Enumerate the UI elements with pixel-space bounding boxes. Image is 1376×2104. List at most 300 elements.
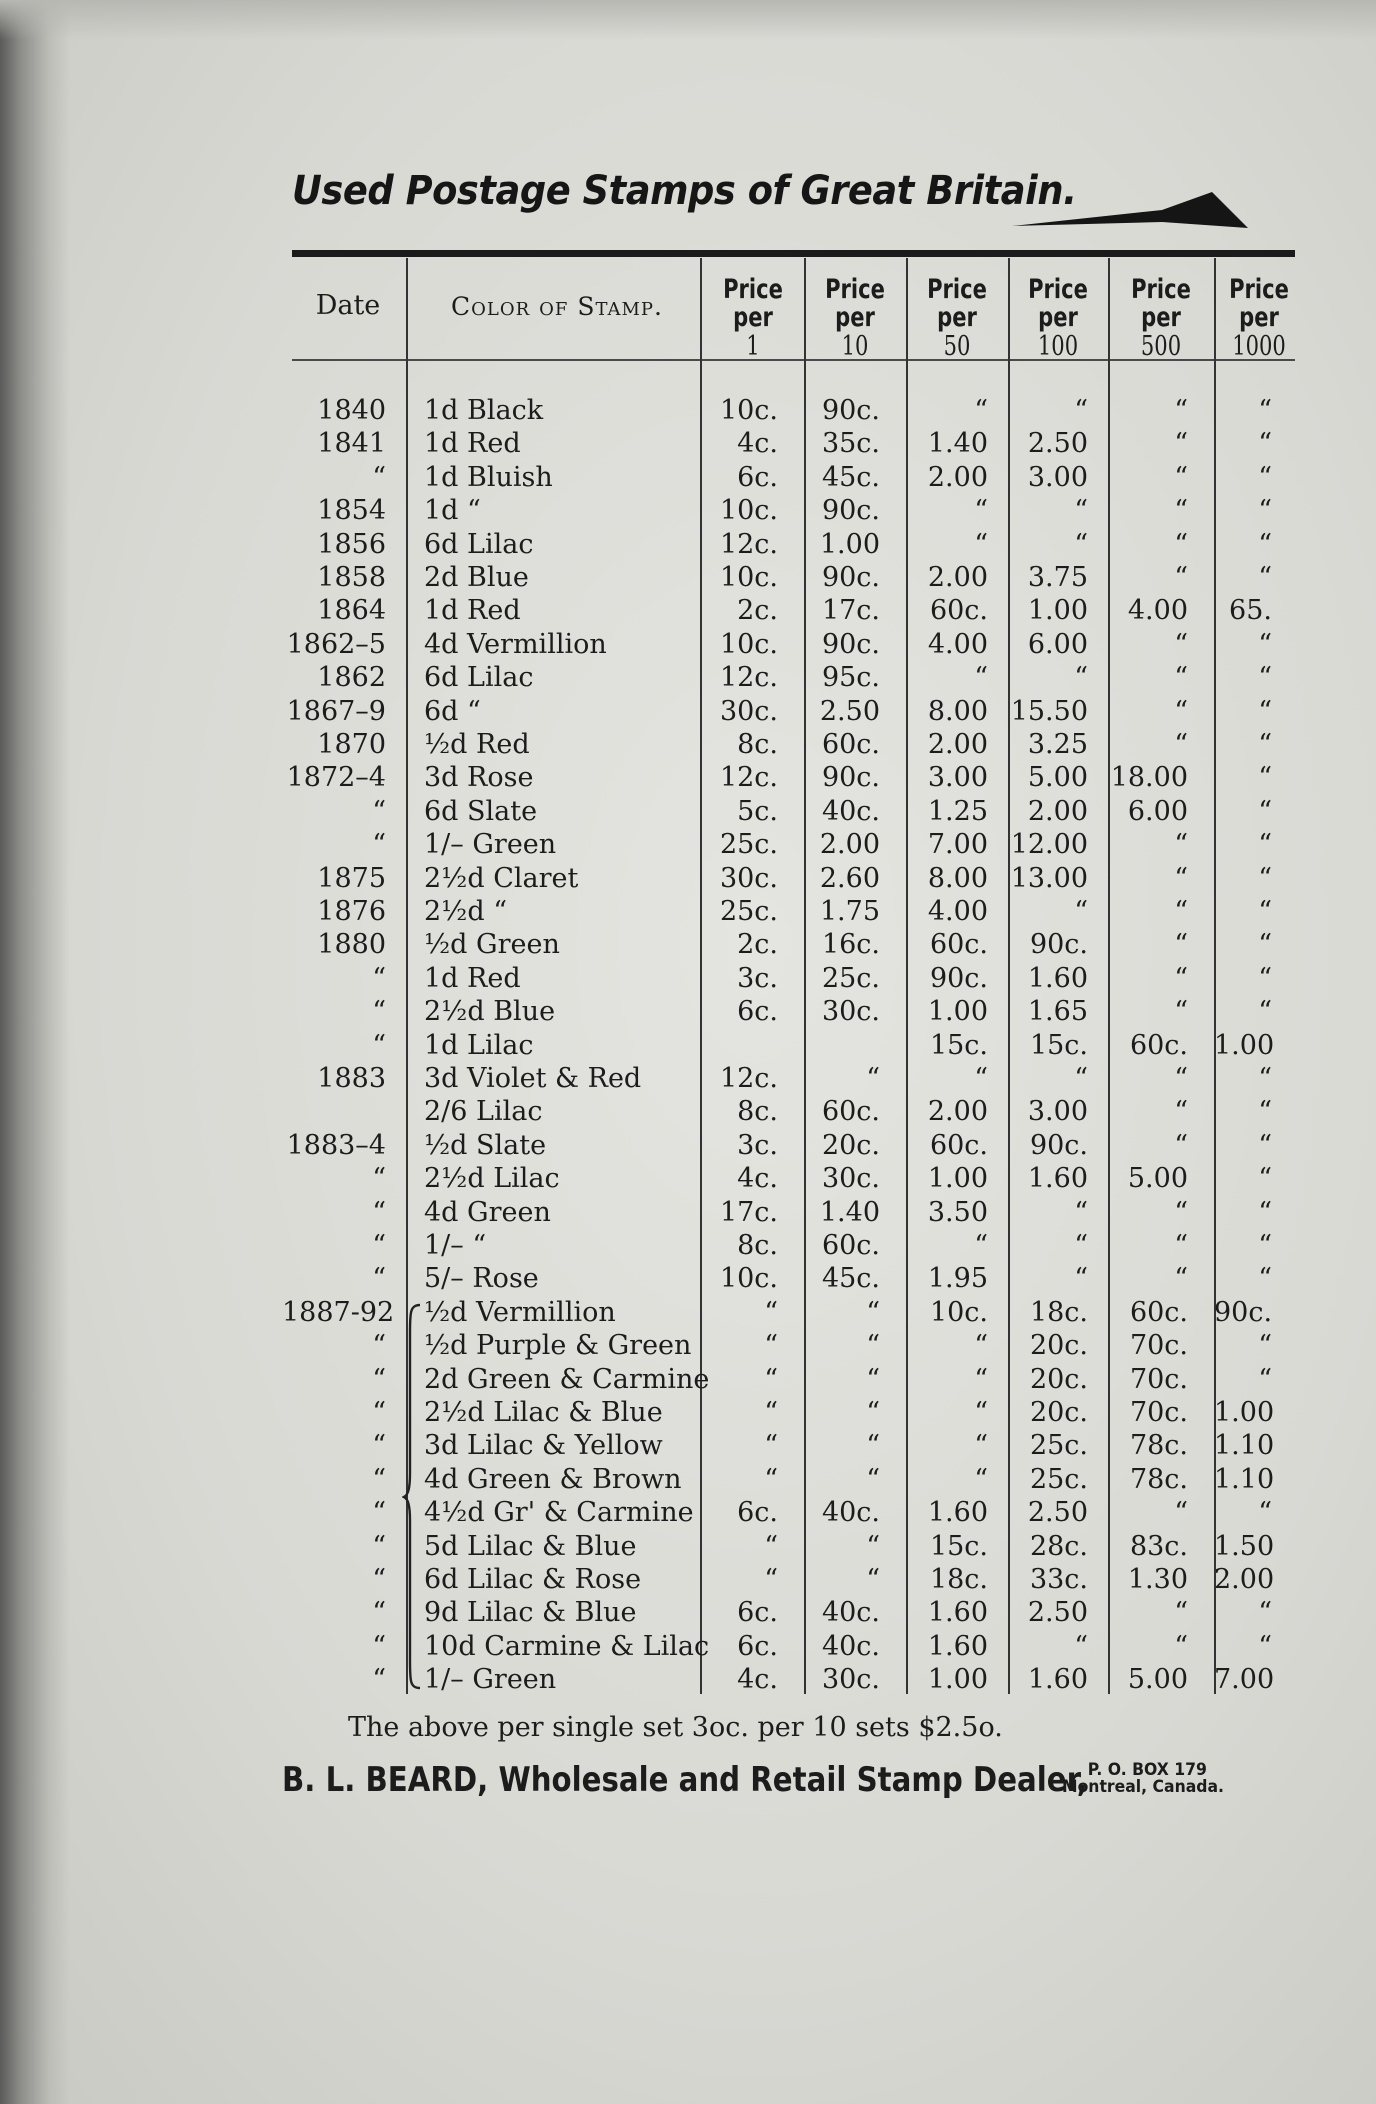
row-price-per-500: “ bbox=[1174, 428, 1188, 460]
table-row bbox=[0, 1330, 1376, 1363]
row-color-of-stamp: 2½d Claret bbox=[424, 862, 579, 894]
row-price-per-100: 3.25 bbox=[1027, 729, 1088, 760]
row-price-per-1: 12c. bbox=[719, 1063, 778, 1094]
row-date: “ bbox=[372, 1029, 386, 1061]
row-color-of-stamp: 4d Green & Brown bbox=[424, 1463, 682, 1495]
row-price-per-10: 95c. bbox=[821, 662, 880, 694]
row-price-per-10: 1.00 bbox=[819, 528, 880, 560]
row-price-per-100: “ bbox=[1074, 528, 1088, 560]
row-price-per-1000: 90c. bbox=[1214, 1296, 1273, 1328]
row-price-per-10: 45c. bbox=[821, 461, 880, 493]
row-price-per-500: “ bbox=[1174, 1063, 1188, 1094]
row-color-of-stamp: 6d Lilac bbox=[424, 528, 534, 560]
row-color-of-stamp: 9d Lilac & Blue bbox=[424, 1597, 637, 1629]
row-price-per-100: 20c. bbox=[1029, 1397, 1088, 1428]
row-price-per-1: 4c. bbox=[737, 1664, 778, 1696]
row-date: 1858 bbox=[317, 562, 386, 593]
row-price-per-1000: “ bbox=[1258, 528, 1272, 560]
row-color-of-stamp: 2½d Blue bbox=[424, 996, 556, 1028]
row-color-of-stamp: 2d Blue bbox=[424, 562, 529, 593]
row-price-per-10: 40c. bbox=[821, 795, 880, 827]
row-price-per-1: 3c. bbox=[737, 1129, 778, 1161]
row-color-of-stamp: 2½d Lilac bbox=[424, 1163, 560, 1195]
row-price-per-10: 20c. bbox=[821, 1129, 880, 1161]
row-price-per-10: 17c. bbox=[821, 595, 880, 627]
row-price-per-1: 10c. bbox=[719, 395, 778, 426]
row-price-per-100: 90c. bbox=[1029, 1129, 1088, 1161]
row-price-per-50: “ bbox=[974, 528, 988, 560]
row-price-per-10: 90c. bbox=[821, 395, 880, 426]
row-price-per-10: 90c. bbox=[821, 628, 880, 660]
row-price-per-1: 4c. bbox=[737, 428, 778, 460]
row-date: 1876 bbox=[317, 896, 386, 927]
row-price-per-1: 6c. bbox=[737, 461, 778, 493]
row-price-per-10: “ bbox=[866, 1397, 880, 1428]
row-price-per-1: 2c. bbox=[737, 929, 778, 961]
row-price-per-500: “ bbox=[1174, 929, 1188, 961]
row-price-per-10: 25c. bbox=[821, 962, 880, 994]
row-price-per-100: 20c. bbox=[1029, 1363, 1088, 1395]
row-color-of-stamp: 2/6 Lilac bbox=[424, 1096, 543, 1128]
row-price-per-100: 3.00 bbox=[1027, 461, 1088, 493]
row-price-per-500: 6.00 bbox=[1127, 795, 1188, 827]
row-price-per-500: 70c. bbox=[1129, 1397, 1188, 1428]
row-price-per-50: 90c. bbox=[929, 962, 988, 994]
row-price-per-50: 3.50 bbox=[927, 1196, 988, 1228]
row-price-per-10: 30c. bbox=[821, 996, 880, 1028]
row-price-per-100: 20c. bbox=[1029, 1330, 1088, 1362]
po-box: P. O. BOX 179 bbox=[1087, 1760, 1207, 1780]
row-date: “ bbox=[372, 1230, 386, 1261]
row-price-per-1: 10c. bbox=[719, 1263, 778, 1295]
row-price-per-10: 40c. bbox=[821, 1497, 880, 1529]
row-price-per-1: 12c. bbox=[719, 762, 778, 794]
row-price-per-100: 3.75 bbox=[1027, 562, 1088, 593]
row-price-per-100: “ bbox=[1074, 1263, 1088, 1295]
row-price-per-10: “ bbox=[866, 1463, 880, 1495]
row-price-per-10: 35c. bbox=[821, 428, 880, 460]
row-price-per-1000: “ bbox=[1258, 962, 1272, 994]
row-price-per-10: 45c. bbox=[821, 1263, 880, 1295]
left-brace-icon bbox=[402, 1303, 424, 1690]
row-price-per-500: 60c. bbox=[1129, 1029, 1188, 1061]
row-price-per-1: “ bbox=[764, 1397, 778, 1428]
set-price-note: The above per single set 3oc. per 10 sets $2.5o. bbox=[348, 1712, 1003, 1743]
row-price-per-1: 12c. bbox=[719, 662, 778, 694]
row-color-of-stamp: 6d Lilac bbox=[424, 662, 534, 694]
row-price-per-1000: “ bbox=[1258, 996, 1272, 1028]
row-price-per-1: “ bbox=[764, 1564, 778, 1595]
row-date: “ bbox=[372, 1430, 386, 1462]
row-price-per-500: “ bbox=[1174, 461, 1188, 493]
row-price-per-10: 40c. bbox=[821, 1597, 880, 1629]
row-price-per-50: 3.00 bbox=[927, 762, 988, 794]
table-row bbox=[0, 1063, 1376, 1096]
row-price-per-50: 1.00 bbox=[927, 1163, 988, 1195]
row-price-per-50: 1.40 bbox=[927, 428, 988, 460]
row-date: 1862–5 bbox=[286, 628, 386, 660]
row-color-of-stamp: 2d Green & Carmine bbox=[424, 1363, 710, 1395]
row-price-per-500: 70c. bbox=[1129, 1363, 1188, 1395]
row-price-per-1: “ bbox=[764, 1430, 778, 1462]
row-price-per-50: 15c. bbox=[929, 1029, 988, 1061]
table-row bbox=[0, 1497, 1376, 1530]
table-row bbox=[0, 1397, 1376, 1430]
header-price-line1: Price per bbox=[825, 274, 885, 334]
row-price-per-100: 2.50 bbox=[1027, 1497, 1088, 1529]
header-price-line2: 10 bbox=[841, 330, 869, 362]
row-price-per-500: “ bbox=[1174, 962, 1188, 994]
row-price-per-100: “ bbox=[1074, 1063, 1088, 1094]
row-price-per-1000: “ bbox=[1258, 562, 1272, 593]
row-price-per-10: 60c. bbox=[821, 1230, 880, 1261]
row-price-per-10: 2.60 bbox=[819, 862, 880, 894]
row-price-per-10: 90c. bbox=[821, 762, 880, 794]
row-price-per-500: “ bbox=[1174, 495, 1188, 527]
row-color-of-stamp: 2½d Lilac & Blue bbox=[424, 1397, 663, 1428]
row-price-per-50: “ bbox=[974, 1330, 988, 1362]
row-price-per-1: 30c. bbox=[719, 862, 778, 894]
row-price-per-1: 8c. bbox=[737, 1230, 778, 1261]
row-date: “ bbox=[372, 1196, 386, 1228]
row-date: “ bbox=[372, 461, 386, 493]
row-date: 1880 bbox=[317, 929, 386, 961]
row-price-per-50: “ bbox=[974, 1397, 988, 1428]
row-price-per-50: 60c. bbox=[929, 929, 988, 961]
row-price-per-1000: “ bbox=[1258, 1597, 1272, 1629]
row-price-per-10: 60c. bbox=[821, 1096, 880, 1128]
row-color-of-stamp: 6d “ bbox=[424, 695, 481, 727]
row-price-per-10: 60c. bbox=[821, 729, 880, 760]
row-price-per-1: 30c. bbox=[719, 695, 778, 727]
row-price-per-500: “ bbox=[1174, 996, 1188, 1028]
row-price-per-500: “ bbox=[1174, 1597, 1188, 1629]
row-price-per-1000: “ bbox=[1258, 628, 1272, 660]
row-price-per-100: 25c. bbox=[1029, 1430, 1088, 1462]
row-price-per-1000: “ bbox=[1258, 428, 1272, 460]
row-color-of-stamp: 1/– Green bbox=[424, 829, 557, 861]
table-row bbox=[0, 1096, 1376, 1129]
row-price-per-1: 4c. bbox=[737, 1163, 778, 1195]
row-price-per-500: “ bbox=[1174, 1129, 1188, 1161]
row-price-per-500: “ bbox=[1174, 862, 1188, 894]
row-price-per-100: 33c. bbox=[1029, 1564, 1088, 1595]
header-price-line1: Price per bbox=[1131, 274, 1191, 334]
row-price-per-50: “ bbox=[974, 1063, 988, 1094]
row-price-per-1000: “ bbox=[1258, 395, 1272, 426]
row-price-per-50: 60c. bbox=[929, 1129, 988, 1161]
table-row bbox=[0, 395, 1376, 428]
row-price-per-500: 83c. bbox=[1129, 1530, 1188, 1562]
row-price-per-500: “ bbox=[1174, 829, 1188, 861]
row-price-per-500: “ bbox=[1174, 1096, 1188, 1128]
row-color-of-stamp: 4d Vermillion bbox=[424, 628, 607, 660]
row-price-per-100: “ bbox=[1074, 662, 1088, 694]
table-row bbox=[0, 1263, 1376, 1296]
row-price-per-1000: “ bbox=[1258, 795, 1272, 827]
row-price-per-100: 12.00 bbox=[1010, 829, 1088, 861]
row-price-per-50: 8.00 bbox=[927, 862, 988, 894]
row-color-of-stamp: 10d Carmine & Lilac bbox=[424, 1630, 710, 1662]
row-price-per-10: “ bbox=[866, 1296, 880, 1328]
row-color-of-stamp: 5/– Rose bbox=[424, 1263, 539, 1295]
row-price-per-1000: “ bbox=[1258, 1330, 1272, 1362]
row-date: 1872–4 bbox=[286, 762, 386, 794]
row-date: “ bbox=[372, 1664, 386, 1696]
row-price-per-10: 90c. bbox=[821, 495, 880, 527]
row-price-per-100: “ bbox=[1074, 1230, 1088, 1261]
row-price-per-50: 8.00 bbox=[927, 695, 988, 727]
row-price-per-500: “ bbox=[1174, 1263, 1188, 1295]
row-color-of-stamp: 1d Black bbox=[424, 395, 544, 426]
table-row bbox=[0, 1197, 1376, 1230]
table-row bbox=[0, 1030, 1376, 1063]
table-row bbox=[0, 863, 1376, 896]
row-color-of-stamp: 1/– Green bbox=[424, 1664, 557, 1696]
row-price-per-10: 2.50 bbox=[819, 695, 880, 727]
row-color-of-stamp: 2½d “ bbox=[424, 896, 508, 927]
row-price-per-10: “ bbox=[866, 1330, 880, 1362]
row-date: 1856 bbox=[317, 528, 386, 560]
row-price-per-1: 25c. bbox=[719, 829, 778, 861]
header-price-line2: 1 bbox=[746, 330, 760, 362]
table-row bbox=[0, 1163, 1376, 1196]
table-row bbox=[0, 1664, 1376, 1697]
row-price-per-1000: “ bbox=[1258, 762, 1272, 794]
table-row bbox=[0, 529, 1376, 562]
table-row bbox=[0, 1364, 1376, 1397]
row-date: “ bbox=[372, 1630, 386, 1662]
row-color-of-stamp: ½d Red bbox=[424, 729, 530, 760]
header-date: Date bbox=[315, 290, 381, 321]
header-price-line1: Price per bbox=[1028, 274, 1088, 334]
row-price-per-1: “ bbox=[764, 1463, 778, 1495]
city-country: Montreal, Canada. bbox=[1062, 1777, 1224, 1797]
row-color-of-stamp: 6d Lilac & Rose bbox=[424, 1564, 642, 1595]
table-row bbox=[0, 1564, 1376, 1597]
row-price-per-50: 10c. bbox=[929, 1296, 988, 1328]
row-color-of-stamp: 6d Slate bbox=[424, 795, 538, 827]
row-price-per-1: 10c. bbox=[719, 495, 778, 527]
row-price-per-50: 15c. bbox=[929, 1530, 988, 1562]
row-price-per-1000: 1.50 bbox=[1214, 1530, 1275, 1562]
row-price-per-1000: “ bbox=[1258, 829, 1272, 861]
table-row bbox=[0, 929, 1376, 962]
row-color-of-stamp: 1d Red bbox=[424, 962, 521, 994]
row-color-of-stamp: 1d Red bbox=[424, 595, 521, 627]
row-color-of-stamp: ½d Vermillion bbox=[424, 1296, 616, 1328]
row-date: “ bbox=[372, 1497, 386, 1529]
row-price-per-100: 1.60 bbox=[1027, 962, 1088, 994]
row-price-per-500: “ bbox=[1174, 662, 1188, 694]
row-color-of-stamp: ½d Slate bbox=[424, 1129, 547, 1161]
row-price-per-1: 6c. bbox=[737, 1497, 778, 1529]
row-price-per-10: 16c. bbox=[821, 929, 880, 961]
row-date: “ bbox=[372, 1363, 386, 1395]
row-price-per-50: 60c. bbox=[929, 595, 988, 627]
dealer-name: B. L. BEARD, Wholesale and Retail Stamp Dealer, bbox=[282, 1760, 1088, 1800]
row-price-per-1: 6c. bbox=[737, 996, 778, 1028]
row-price-per-1: 5c. bbox=[737, 795, 778, 827]
row-date: 1840 bbox=[317, 395, 386, 426]
row-price-per-1000: “ bbox=[1258, 1263, 1272, 1295]
table-row bbox=[0, 595, 1376, 628]
row-color-of-stamp: ½d Green bbox=[424, 929, 560, 961]
table-row bbox=[0, 963, 1376, 996]
row-price-per-100: 3.00 bbox=[1027, 1096, 1088, 1128]
table-row bbox=[0, 1297, 1376, 1330]
row-price-per-1: 25c. bbox=[719, 896, 778, 927]
row-date: “ bbox=[372, 829, 386, 861]
row-price-per-500: “ bbox=[1174, 395, 1188, 426]
row-price-per-1: 6c. bbox=[737, 1597, 778, 1629]
table-row bbox=[0, 462, 1376, 495]
header-price-line1: Price per bbox=[1229, 274, 1289, 334]
row-price-per-100: “ bbox=[1074, 896, 1088, 927]
row-price-per-500: “ bbox=[1174, 695, 1188, 727]
row-price-per-1000: “ bbox=[1258, 1063, 1272, 1094]
table-row bbox=[0, 1130, 1376, 1163]
table-row bbox=[0, 1531, 1376, 1564]
table-row bbox=[0, 428, 1376, 461]
row-price-per-500: 1.30 bbox=[1127, 1564, 1188, 1595]
row-price-per-1000: “ bbox=[1258, 1163, 1272, 1195]
row-color-of-stamp: 4d Green bbox=[424, 1196, 551, 1228]
row-price-per-100: “ bbox=[1074, 495, 1088, 527]
table-row bbox=[0, 1230, 1376, 1263]
row-price-per-1000: 1.10 bbox=[1214, 1430, 1275, 1462]
row-price-per-50: 1.95 bbox=[927, 1263, 988, 1295]
row-color-of-stamp: 3d Rose bbox=[424, 762, 534, 794]
row-price-per-50: 1.60 bbox=[927, 1497, 988, 1529]
row-price-per-1: 3c. bbox=[737, 962, 778, 994]
row-price-per-1: 8c. bbox=[737, 729, 778, 760]
table-row bbox=[0, 796, 1376, 829]
row-price-per-1000: “ bbox=[1258, 1129, 1272, 1161]
row-price-per-500: “ bbox=[1174, 1497, 1188, 1529]
row-price-per-1000: “ bbox=[1258, 896, 1272, 927]
header-price-line2: 100 bbox=[1037, 330, 1079, 362]
row-price-per-100: 25c. bbox=[1029, 1463, 1088, 1495]
row-price-per-50: “ bbox=[974, 495, 988, 527]
row-price-per-500: “ bbox=[1174, 562, 1188, 593]
row-price-per-50: 2.00 bbox=[927, 562, 988, 593]
row-color-of-stamp: 1d Red bbox=[424, 428, 521, 460]
table-row bbox=[0, 1464, 1376, 1497]
row-price-per-50: 2.00 bbox=[927, 729, 988, 760]
row-price-per-100: 2.50 bbox=[1027, 1597, 1088, 1629]
row-price-per-1000: “ bbox=[1258, 862, 1272, 894]
row-price-per-10: 2.00 bbox=[819, 829, 880, 861]
row-price-per-10: “ bbox=[866, 1564, 880, 1595]
row-date: 1887-92 bbox=[282, 1296, 395, 1328]
header-price-line2: 500 bbox=[1140, 330, 1182, 362]
row-color-of-stamp: 1/– “ bbox=[424, 1230, 487, 1261]
row-price-per-100: 15c. bbox=[1029, 1029, 1088, 1061]
table-row bbox=[0, 896, 1376, 929]
row-price-per-50: “ bbox=[974, 1363, 988, 1395]
row-price-per-1: “ bbox=[764, 1296, 778, 1328]
row-price-per-50: 4.00 bbox=[927, 896, 988, 927]
row-date: “ bbox=[372, 996, 386, 1028]
row-date: 1854 bbox=[317, 495, 386, 527]
row-price-per-10: 1.40 bbox=[819, 1196, 880, 1228]
row-price-per-1000: 7.00 bbox=[1214, 1664, 1275, 1696]
row-price-per-1: 6c. bbox=[737, 1630, 778, 1662]
row-price-per-500: 18.00 bbox=[1110, 762, 1188, 794]
row-price-per-50: 1.00 bbox=[927, 996, 988, 1028]
header-price-line1: Price per bbox=[723, 274, 783, 334]
row-date: “ bbox=[372, 962, 386, 994]
row-date: “ bbox=[372, 1397, 386, 1428]
header-color-label: Color of Stamp. bbox=[451, 292, 663, 321]
row-price-per-10: 30c. bbox=[821, 1163, 880, 1195]
row-price-per-500: “ bbox=[1174, 729, 1188, 760]
table-row bbox=[0, 696, 1376, 729]
row-price-per-1: “ bbox=[764, 1330, 778, 1362]
row-price-per-1000: 1.00 bbox=[1214, 1397, 1275, 1428]
row-price-per-10: “ bbox=[866, 1063, 880, 1094]
row-price-per-500: 5.00 bbox=[1127, 1163, 1188, 1195]
row-price-per-1: “ bbox=[764, 1530, 778, 1562]
row-price-per-1000: “ bbox=[1258, 461, 1272, 493]
row-price-per-50: 7.00 bbox=[927, 829, 988, 861]
row-price-per-10: “ bbox=[866, 1363, 880, 1395]
row-price-per-100: “ bbox=[1074, 1630, 1088, 1662]
row-price-per-1000: 1.00 bbox=[1214, 1029, 1275, 1061]
row-date: 1883–4 bbox=[286, 1129, 386, 1161]
row-price-per-100: 28c. bbox=[1029, 1530, 1088, 1562]
row-price-per-100: 5.00 bbox=[1027, 762, 1088, 794]
row-price-per-1: 12c. bbox=[719, 528, 778, 560]
row-price-per-500: “ bbox=[1174, 1230, 1188, 1261]
row-price-per-100: 1.00 bbox=[1027, 595, 1088, 627]
row-price-per-1000: “ bbox=[1258, 695, 1272, 727]
row-date: “ bbox=[372, 1564, 386, 1595]
row-price-per-10: 30c. bbox=[821, 1664, 880, 1696]
row-price-per-500: 78c. bbox=[1129, 1430, 1188, 1462]
row-date: 1875 bbox=[317, 862, 386, 894]
row-price-per-100: 1.65 bbox=[1027, 996, 1088, 1028]
row-price-per-500: 4.00 bbox=[1127, 595, 1188, 627]
row-price-per-1000: “ bbox=[1258, 1196, 1272, 1228]
row-price-per-500: 70c. bbox=[1129, 1330, 1188, 1362]
row-price-per-10: 40c. bbox=[821, 1630, 880, 1662]
row-date: 1862 bbox=[317, 662, 386, 694]
row-price-per-1: 10c. bbox=[719, 562, 778, 593]
row-date: 1867–9 bbox=[286, 695, 386, 727]
row-price-per-100: “ bbox=[1074, 395, 1088, 426]
row-price-per-1000: “ bbox=[1258, 929, 1272, 961]
row-price-per-500: “ bbox=[1174, 1630, 1188, 1662]
row-price-per-1: 17c. bbox=[719, 1196, 778, 1228]
table-row bbox=[0, 1631, 1376, 1664]
table-row bbox=[0, 662, 1376, 695]
row-price-per-500: “ bbox=[1174, 1196, 1188, 1228]
row-price-per-100: 1.60 bbox=[1027, 1163, 1088, 1195]
row-price-per-500: “ bbox=[1174, 528, 1188, 560]
row-price-per-1: 8c. bbox=[737, 1096, 778, 1128]
row-price-per-10: “ bbox=[866, 1530, 880, 1562]
row-price-per-1000: “ bbox=[1258, 495, 1272, 527]
row-color-of-stamp: 1d Lilac bbox=[424, 1029, 534, 1061]
row-date: “ bbox=[372, 795, 386, 827]
row-price-per-100: 90c. bbox=[1029, 929, 1088, 961]
row-date: 1870 bbox=[317, 729, 386, 760]
row-price-per-100: 2.50 bbox=[1027, 428, 1088, 460]
row-date: “ bbox=[372, 1263, 386, 1295]
table-row bbox=[0, 629, 1376, 662]
